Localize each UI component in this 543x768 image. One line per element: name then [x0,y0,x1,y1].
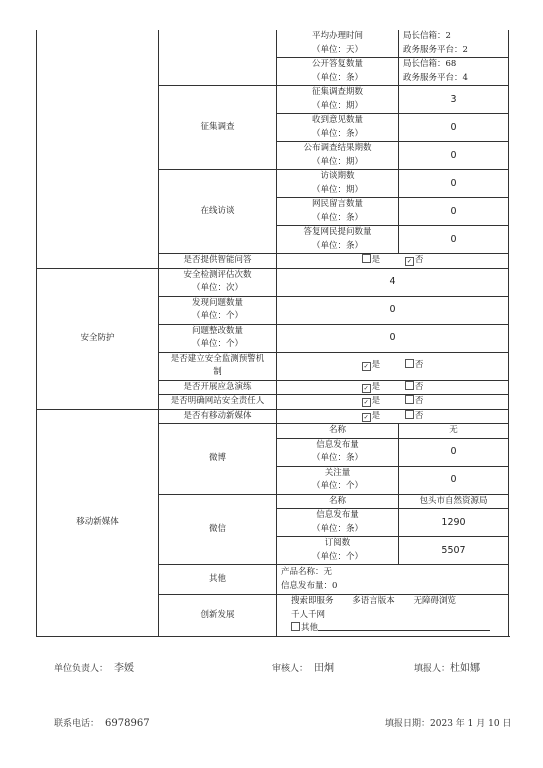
interview-group: 在线访谈 [159,170,277,254]
survey-periods-value: 3 [399,86,509,114]
checked-box-icon: ✓ [363,399,369,406]
checkbox-icon [291,622,300,631]
table-row [37,409,509,424]
name-label: 名称 [277,424,399,439]
other-label: 其他 [159,565,277,595]
checkbox-icon [405,395,414,404]
innovation-group: 创新发展 [159,595,277,637]
opinions-label: 收到意见数量 （单位：条） [277,114,399,142]
weibo-label: 微博 [159,424,277,495]
wechat-subscribers-label: 订阅数 （单位：个） [277,537,399,565]
survey-periods-label: 征集调查期数 （单位：期） [277,86,399,114]
monitor-label: 是否建立安全监测预警机 制 [159,352,277,380]
checkbox-no[interactable]: ✓ 否 [406,255,424,265]
reviewer: 审核人： 田炯 [272,663,335,674]
public-reply-label: 公开答复数量 （单位：条） [277,58,399,86]
phone: 联系电话： 6978967 [54,718,150,729]
name-label: 名称 [277,494,399,509]
checkbox-icon [405,410,414,419]
survey-result-value: 0 [399,142,509,170]
table-row [37,30,509,58]
smart-qa-choice [277,254,509,269]
checked-box-icon: ✓ [406,258,412,265]
weibo-followers-value: 0 [399,466,509,494]
weibo-followers-label: 关注量 （单位：个） [277,466,399,494]
public-reply-value: 局长信箱：68 政务服务平台：4 [399,58,509,86]
sec-eval-label: 安全检测评估次数 （单位：次） [159,268,277,296]
security-group: 安全防护 [37,268,159,409]
innov-option-search[interactable]: 搜索即服务 [291,596,334,606]
problems-fixed-value: 0 [277,324,509,352]
problems-found-label: 发现问题数量 （单位：个） [159,296,277,324]
checked-box-icon: ✓ [363,363,369,371]
innov-option-personalized[interactable]: 千人千网 [291,609,326,620]
smart-qa-label: 是否提供智能问答 [159,254,277,269]
innov-option-accessible[interactable]: 无障碍浏览 [413,596,456,606]
filler: 填报人：杜如娜 [414,663,481,674]
unit-head: 单位负责人： 李媛 [54,663,135,674]
checked-box-icon: ✓ [363,413,369,421]
wechat-subscribers-value: 5507 [399,537,509,565]
survey-group: 征集调查 [159,86,277,170]
innov-option-other[interactable]: 其他 [291,623,318,633]
checkbox-yes[interactable]: ✓ 是 [363,410,381,421]
checkbox-yes[interactable]: ✓ 是 [363,396,381,406]
responsible-choice [277,395,509,410]
monitor-choice [277,352,509,380]
checkbox-no[interactable]: 否 [405,360,424,370]
other-input-line[interactable] [318,622,490,631]
checkbox-yes[interactable]: ✓ 是 [363,360,381,371]
avg-time-label: 平均办理时间 （单位：天） [277,30,399,58]
wechat-publish-value: 1290 [399,509,509,537]
opinions-value: 0 [399,114,509,142]
netizen-msg-value: 0 [399,198,509,226]
weibo-publish-value: 0 [399,438,509,466]
wechat-name: 包头市自然资源局 [399,494,509,509]
netizen-reply-label: 答复网民提问数量 （单位：条） [277,226,399,254]
weibo-name: 无 [399,424,509,439]
sec-eval-value: 4 [277,268,509,296]
checkbox-icon [362,254,371,263]
checkbox-no[interactable]: 否 [405,396,424,406]
other-value: 产品名称：无 信息发布量：0 [277,565,509,595]
table-row [37,268,509,296]
report-table [36,30,509,637]
interview-periods-value: 0 [399,170,509,198]
innovation-options [277,595,509,637]
report-date: 填报日期：2023 年 1 月 10 日 [385,719,512,729]
checkbox-yes[interactable]: 是 [362,255,381,265]
innov-option-multilang[interactable]: 多语言版本 [352,596,395,606]
drill-choice [277,380,509,395]
has-media-choice [277,409,509,424]
checkbox-no[interactable]: 否 [405,382,424,392]
netizen-msg-label: 网民留言数量 （单位：条） [277,198,399,226]
checkbox-yes[interactable]: ✓ 是 [363,381,381,392]
wechat-publish-label: 信息发布量 （单位：条） [277,509,399,537]
netizen-reply-value: 0 [399,226,509,254]
problems-fixed-label: 问题整改数量 （单位：个） [159,324,277,352]
has-media-label: 是否有移动新媒体 [159,409,277,424]
wechat-label: 微信 [159,494,277,565]
weibo-publish-label: 信息发布量 （单位：条） [277,438,399,466]
checkbox-no[interactable]: 否 [405,411,424,421]
checkbox-icon [405,381,414,390]
drill-label: 是否开展应急演练 [159,380,277,395]
media-group: 移动新媒体 [37,409,159,636]
avg-time-value: 局长信箱：2 政务服务平台：2 [399,30,509,58]
problems-found-value: 0 [277,296,509,324]
checked-box-icon: ✓ [363,384,369,392]
interview-periods-label: 访谈期数 （单位：期） [277,170,399,198]
survey-result-label: 公布调查结果期数 （单位：期） [277,142,399,170]
responsible-label: 是否明确网站安全责任人 [159,395,277,410]
checkbox-icon [405,359,414,368]
